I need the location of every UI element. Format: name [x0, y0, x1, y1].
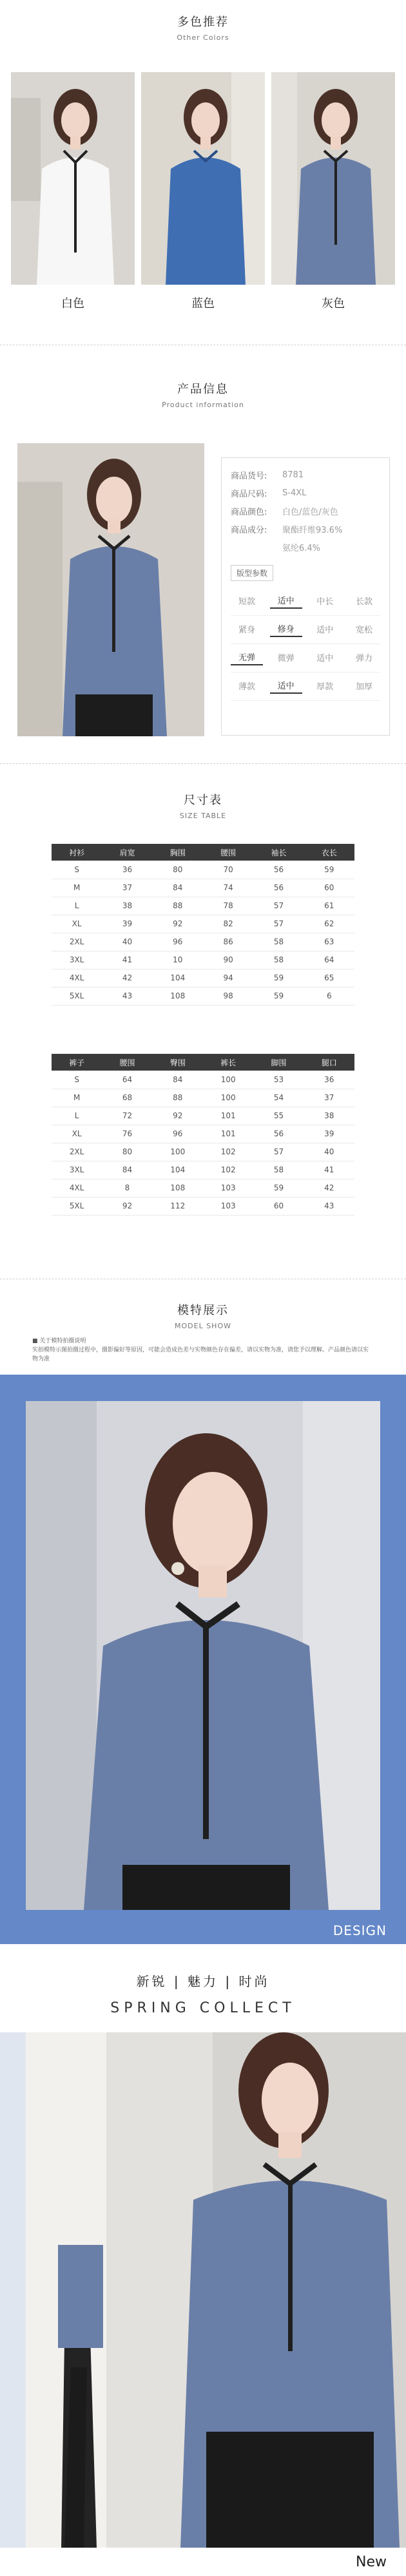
table-header-row: [52, 1054, 354, 1071]
color-label-blue: 蓝色: [191, 297, 215, 310]
measure-cell: 38: [102, 897, 152, 915]
table-row: [52, 1179, 354, 1197]
measure-cell: 58: [253, 933, 304, 951]
measure-cell: 65: [304, 969, 354, 987]
measure-cell: 6: [304, 987, 354, 1005]
model-photo-collage: [0, 2032, 406, 2548]
measure-cell: 60: [304, 879, 354, 897]
color-thumb-blue[interactable]: [141, 72, 265, 285]
color-label-white: 白色: [61, 297, 84, 310]
measure-cell: 43: [304, 1197, 354, 1215]
option-item-selected: 适中: [270, 594, 302, 609]
info-value: 氨纶6.4%: [282, 543, 321, 553]
measure-cell: 56: [253, 879, 304, 897]
table-row: [52, 1107, 354, 1125]
column-header: 腰围: [102, 1054, 152, 1071]
measure-cell: 94: [203, 969, 253, 987]
section-title-en: Other Colors: [177, 33, 229, 42]
measure-cell: 84: [153, 879, 203, 897]
table-row: [52, 915, 354, 933]
table-row: [52, 1071, 354, 1089]
measure-cell: 37: [304, 1089, 354, 1107]
table-row: [52, 879, 354, 897]
option-item: 宽松: [355, 625, 372, 635]
measure-cell: 96: [153, 1125, 203, 1143]
divider: [0, 763, 406, 764]
info-key: 商品尺码:: [231, 489, 267, 499]
model-photo-white: [11, 72, 135, 285]
measure-cell: 64: [102, 1071, 152, 1089]
measure-cell: 39: [102, 915, 152, 933]
measure-cell: 102: [203, 1143, 253, 1161]
measure-cell: 92: [153, 915, 203, 933]
measure-cell: 92: [102, 1197, 152, 1215]
info-row: [231, 484, 380, 502]
option-item-selected: 适中: [270, 679, 302, 694]
option-item: 中长: [316, 597, 334, 607]
measure-cell: 56: [253, 1125, 304, 1143]
measure-cell: 72: [102, 1107, 152, 1125]
measure-cell: 112: [153, 1197, 203, 1215]
size-cell: 3XL: [52, 951, 102, 969]
measure-cell: 59: [253, 969, 304, 987]
measure-cell: 61: [304, 897, 354, 915]
measure-cell: 40: [304, 1143, 354, 1161]
measure-cell: 84: [153, 1071, 203, 1089]
measure-cell: 103: [203, 1197, 253, 1215]
table-row: [52, 1125, 354, 1143]
table-row: [52, 861, 354, 879]
section-title-en: SIZE TABLE: [179, 812, 227, 820]
measure-cell: 43: [102, 987, 152, 1005]
measure-cell: 53: [253, 1071, 304, 1089]
model-photo-blue: [141, 72, 265, 285]
measure-cell: 92: [153, 1107, 203, 1125]
measure-cell: 41: [102, 951, 152, 969]
measure-cell: 80: [153, 861, 203, 879]
table-row: [52, 987, 354, 1005]
info-row: [231, 502, 380, 520]
measure-cell: 58: [253, 1161, 304, 1179]
measure-cell: 64: [304, 951, 354, 969]
column-header: 衬衫: [52, 844, 102, 861]
measure-cell: 38: [304, 1107, 354, 1125]
section-title-cn: 尺寸表: [184, 794, 222, 807]
measure-cell: 108: [153, 1179, 203, 1197]
column-header: 胸围: [153, 844, 203, 861]
measure-cell: 42: [102, 969, 152, 987]
option-row-thickness: [231, 673, 380, 701]
model-note: [32, 1337, 374, 1364]
measure-cell: 90: [203, 951, 253, 969]
size-cell: 3XL: [52, 1161, 102, 1179]
measure-cell: 100: [153, 1143, 203, 1161]
info-row: [231, 538, 380, 556]
section-title-en: Product information: [162, 401, 244, 409]
measure-cell: 74: [203, 879, 253, 897]
size-cell: 5XL: [52, 987, 102, 1005]
reference-tag: 版型参数: [231, 565, 273, 581]
measure-cell: 101: [203, 1107, 253, 1125]
info-value: 8781: [282, 470, 304, 480]
new-label: New: [356, 2554, 387, 2570]
measure-cell: 104: [153, 969, 203, 987]
measure-cell: 41: [304, 1161, 354, 1179]
model-main-photo: [26, 1401, 380, 1910]
measure-cell: 59: [253, 987, 304, 1005]
measure-cell: 102: [203, 1161, 253, 1179]
size-cell: L: [52, 1107, 102, 1125]
measure-cell: 10: [153, 951, 203, 969]
table-row: [52, 1143, 354, 1161]
size-cell: 2XL: [52, 933, 102, 951]
measure-cell: 58: [253, 951, 304, 969]
measure-cell: 63: [304, 933, 354, 951]
measure-cell: 62: [304, 915, 354, 933]
measure-cell: 55: [253, 1107, 304, 1125]
measure-cell: 39: [304, 1125, 354, 1143]
spring-tagline-cn: 新锐 | 魅力 | 时尚: [136, 1974, 270, 1989]
info-value: 聚酯纤维93.6%: [282, 525, 343, 535]
measure-cell: 100: [203, 1071, 253, 1089]
table-row: [52, 1089, 354, 1107]
measure-cell: 36: [304, 1071, 354, 1089]
model-photo-product: [17, 443, 204, 736]
table-header-row: [52, 844, 354, 861]
option-item-selected: 修身: [270, 622, 302, 637]
measure-cell: 82: [203, 915, 253, 933]
column-header: 腰围: [203, 844, 253, 861]
column-header: 腿口: [304, 1054, 354, 1071]
spring-photo-collage: [0, 2032, 406, 2548]
info-value: S-4XL: [282, 488, 307, 498]
measure-cell: 76: [102, 1125, 152, 1143]
measure-cell: 86: [203, 933, 253, 951]
measure-cell: 57: [253, 1143, 304, 1161]
section-title-cn: 多色推荐: [177, 15, 229, 29]
model-section-title: [0, 1301, 406, 1330]
measure-cell: 68: [102, 1089, 152, 1107]
column-header: 脚围: [253, 1054, 304, 1071]
color-thumb-gray[interactable]: [271, 72, 395, 285]
measure-cell: 59: [253, 1179, 304, 1197]
model-photo-main: [26, 1401, 380, 1910]
info-key: 商品货号:: [231, 471, 267, 481]
column-header: 臀围: [153, 1054, 203, 1071]
size-cell: S: [52, 861, 102, 879]
section-title-cn: 产品信息: [177, 383, 229, 396]
table-row: [52, 969, 354, 987]
info-row: [231, 520, 380, 538]
option-row-fit: [231, 616, 380, 644]
color-thumb-white[interactable]: [11, 72, 135, 285]
measure-cell: 57: [253, 897, 304, 915]
model-photo-gray: [271, 72, 395, 285]
info-value: 白色/蓝色/灰色: [282, 507, 338, 517]
measure-cell: 88: [153, 1089, 203, 1107]
colors-section-title: [0, 13, 406, 42]
measure-cell: 84: [102, 1161, 152, 1179]
color-label-gray: 灰色: [322, 297, 345, 310]
option-item: 薄款: [238, 682, 255, 692]
measure-cell: 54: [253, 1089, 304, 1107]
size-section-title: [0, 791, 406, 820]
measure-cell: 56: [253, 861, 304, 879]
option-item: 适中: [316, 654, 334, 663]
section-title-en: MODEL SHOW: [175, 1322, 231, 1330]
measure-cell: 88: [153, 897, 203, 915]
table-row: [52, 1197, 354, 1215]
measure-cell: 104: [153, 1161, 203, 1179]
measure-cell: 70: [203, 861, 253, 879]
size-cell: 5XL: [52, 1197, 102, 1215]
column-header: 袖长: [253, 844, 304, 861]
measure-cell: 108: [153, 987, 203, 1005]
info-key: 商品颜色:: [231, 507, 267, 517]
option-item: 紧身: [238, 625, 255, 635]
design-label: DESIGN: [333, 1923, 387, 1938]
column-header: 裤子: [52, 1054, 102, 1071]
measure-cell: 60: [253, 1197, 304, 1215]
option-item-selected: 无弹: [231, 651, 263, 665]
pants-size-table: [52, 1054, 354, 1216]
size-cell: 2XL: [52, 1143, 102, 1161]
column-header: 裤长: [203, 1054, 253, 1071]
measure-cell: 101: [203, 1125, 253, 1143]
option-row-stretch: [231, 644, 380, 673]
spring-tagline-en: SPRING COLLECT: [110, 2000, 296, 2016]
section-title-cn: 模特展示: [177, 1304, 229, 1317]
measure-cell: 100: [203, 1089, 253, 1107]
product-info-panel: [221, 457, 390, 736]
size-cell: XL: [52, 1125, 102, 1143]
measure-cell: 42: [304, 1179, 354, 1197]
model-note-title: ■ 关于模特拍摄说明: [32, 1338, 86, 1344]
measure-cell: 57: [253, 915, 304, 933]
option-item: 弹力: [355, 654, 372, 663]
size-cell: 4XL: [52, 1179, 102, 1197]
measure-cell: 103: [203, 1179, 253, 1197]
option-item: 短款: [238, 597, 255, 607]
measure-cell: 59: [304, 861, 354, 879]
product-section-title: [0, 380, 406, 409]
size-cell: M: [52, 1089, 102, 1107]
table-row: [52, 951, 354, 969]
option-row-length: [231, 587, 380, 616]
info-row: [231, 466, 380, 484]
option-item: 厚款: [316, 682, 334, 692]
model-note-text: 实拍模特示图拍摄过程中，摄影偏好等原因，可能会造成色差与实物颜色存在偏差，请以实物为准，请您予以理解。产品颜色请以实物为准: [32, 1347, 369, 1362]
column-header: 肩宽: [102, 844, 152, 861]
measure-cell: 98: [203, 987, 253, 1005]
size-cell: S: [52, 1071, 102, 1089]
measure-cell: 40: [102, 933, 152, 951]
measure-cell: 36: [102, 861, 152, 879]
measure-cell: 37: [102, 879, 152, 897]
size-cell: 4XL: [52, 969, 102, 987]
measure-cell: 80: [102, 1143, 152, 1161]
measure-cell: 96: [153, 933, 203, 951]
shirt-size-table: [52, 844, 354, 1006]
option-item: 适中: [316, 625, 334, 635]
table-row: [52, 933, 354, 951]
column-header: 衣长: [304, 844, 354, 861]
table-row: [52, 1161, 354, 1179]
size-cell: XL: [52, 915, 102, 933]
measure-cell: 78: [203, 897, 253, 915]
product-photo: [17, 443, 204, 736]
measure-cell: 8: [102, 1179, 152, 1197]
size-cell: M: [52, 879, 102, 897]
option-item: 微弹: [277, 654, 295, 663]
info-key: 商品成分:: [231, 525, 267, 535]
option-item: 长款: [355, 597, 372, 607]
size-cell: L: [52, 897, 102, 915]
table-row: [52, 897, 354, 915]
option-item: 加厚: [355, 682, 372, 692]
